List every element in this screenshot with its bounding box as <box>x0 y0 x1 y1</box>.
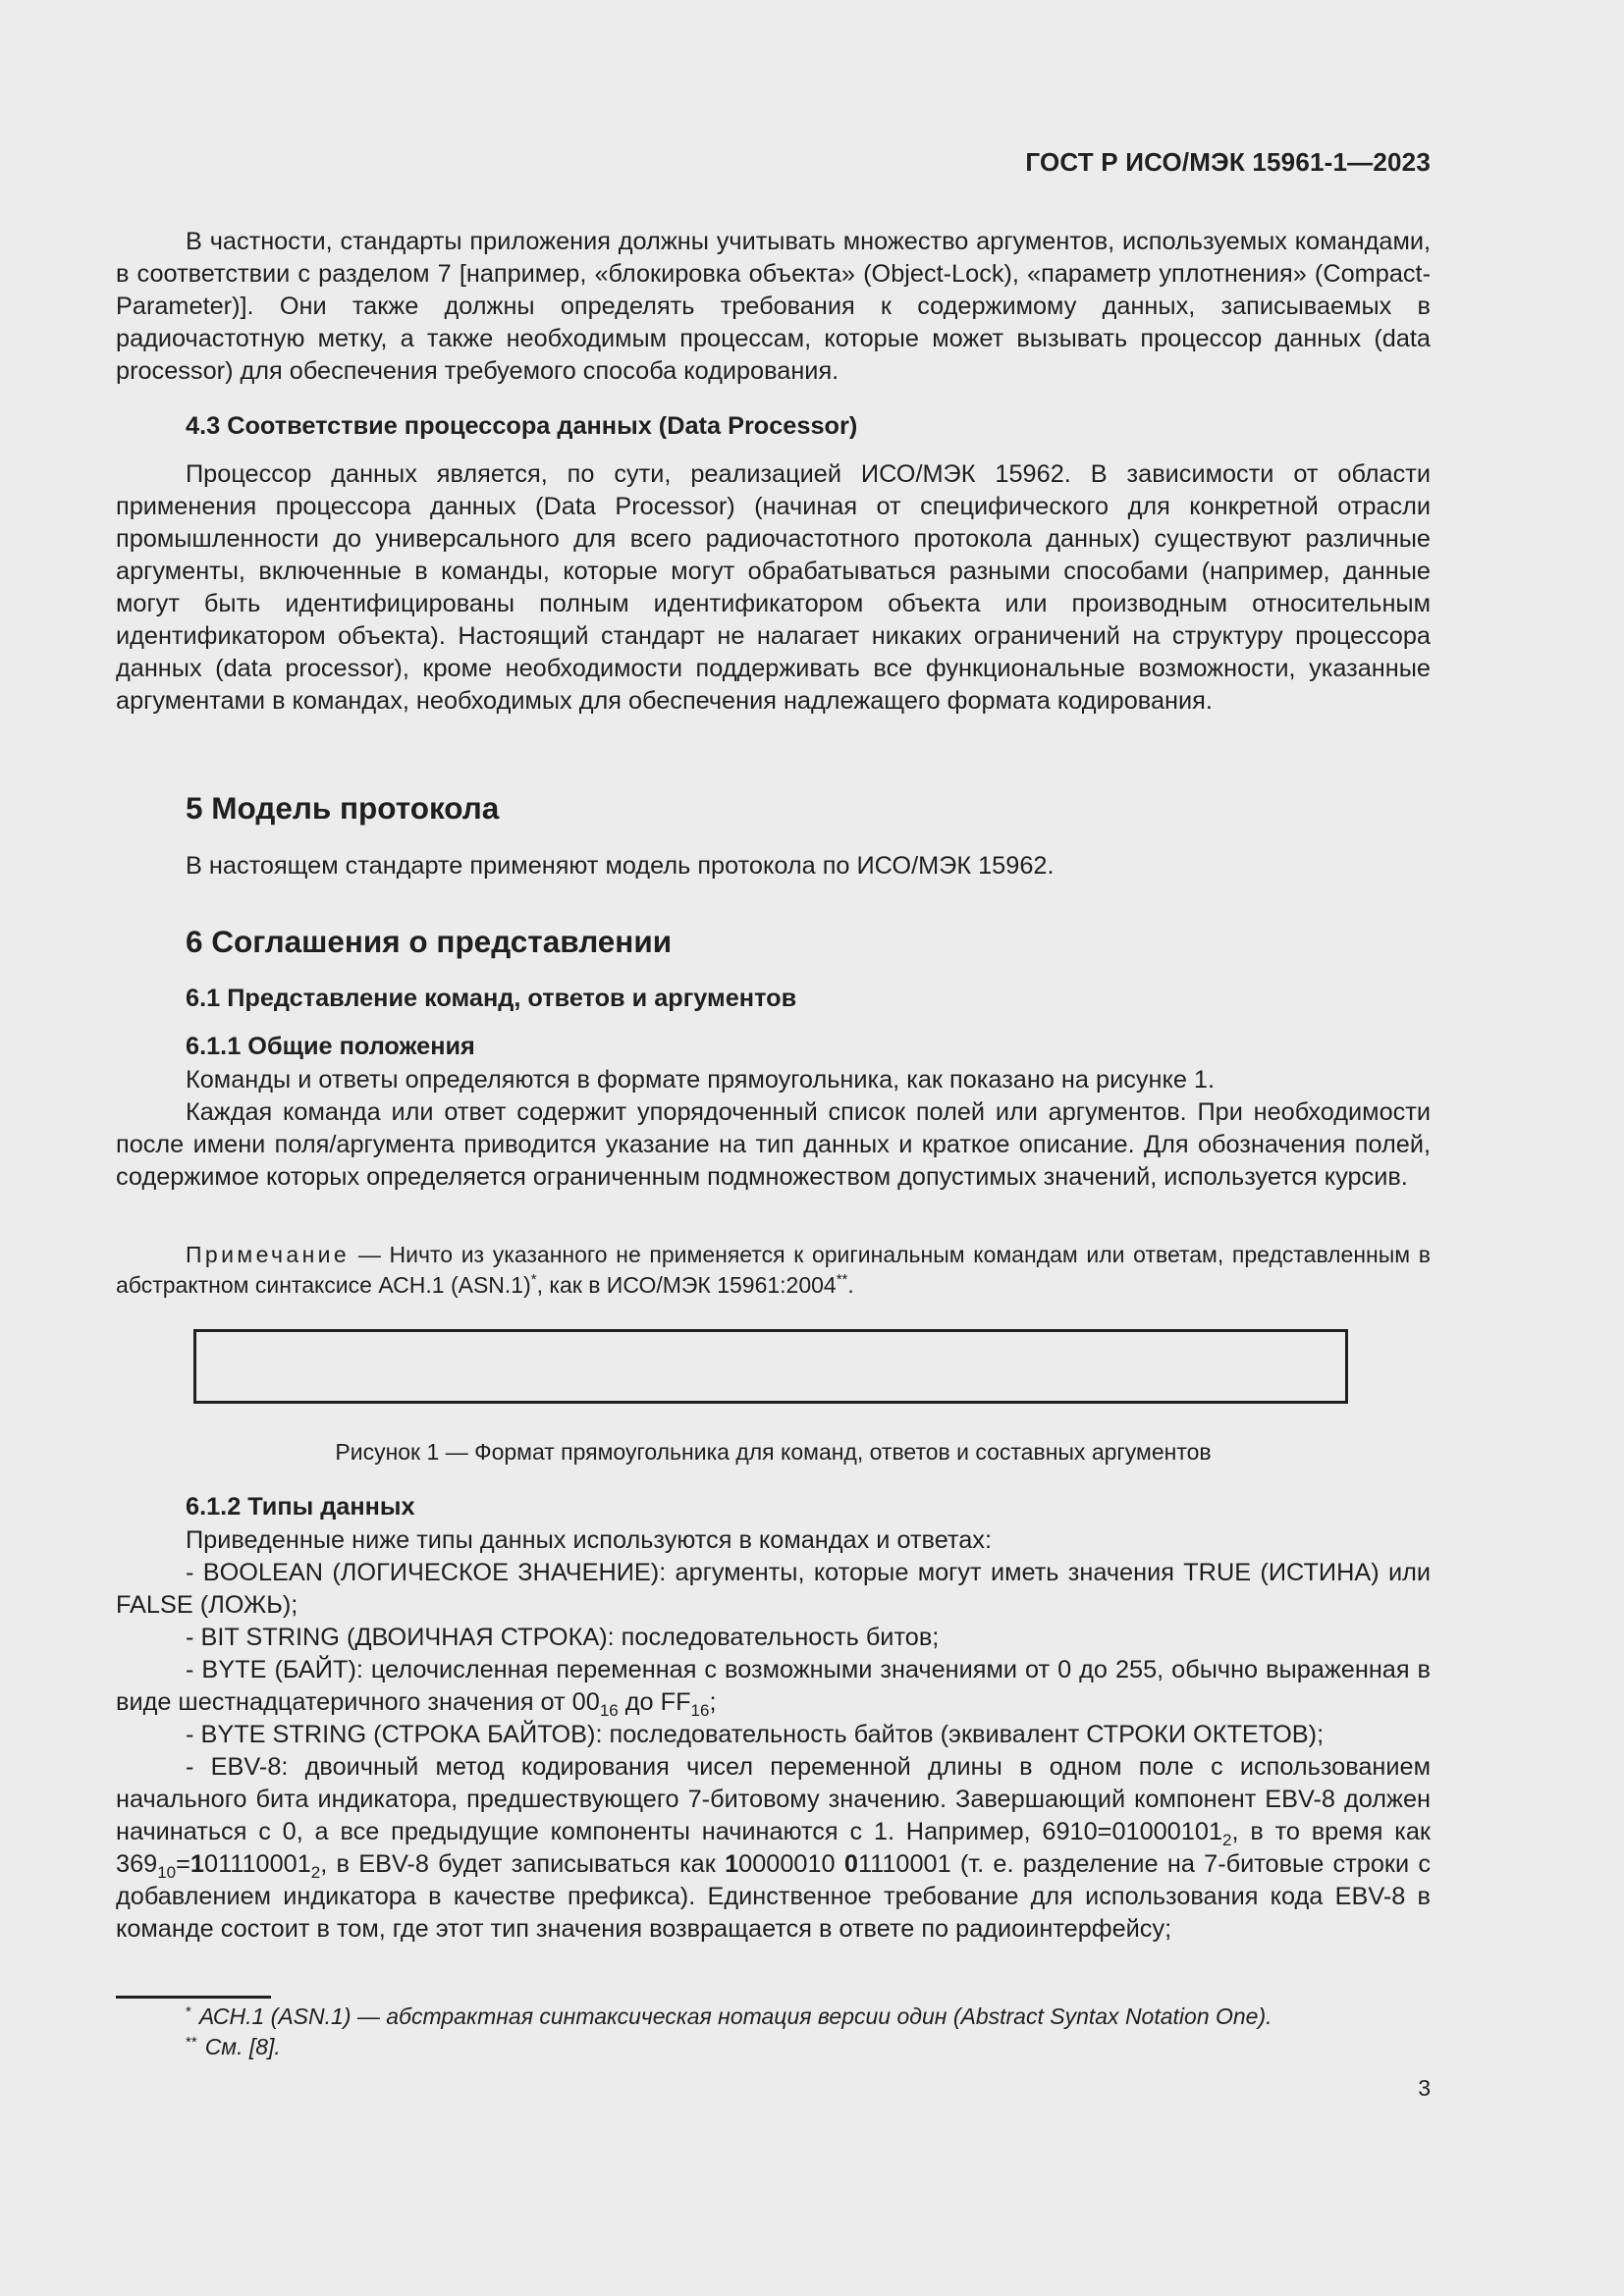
data-types-intro: Приведенные ниже типы данных используются в командах и ответах: <box>186 1526 992 1554</box>
section-4-3-text: Процессор данных является, по сути, реализацией ИСО/МЭК 15962. В зависимости от области применения процессора данных (Data Processor) (начиная от специфического для конкретной отрасли промышленности до универсального для всего радиочастотного протокола данных) существуют различные аргументы, включенные в команды, которые могут обрабатываться разными способами (например, данные могут быть идентифицированы полным идентификатором объекта или производным относительным идентификатором объекта). Настоящий стандарт не налагает никаких ограничений на структуру процессора данных (data processor), кроме необходимости поддерживать все функциональные возможности, указанные аргументами в командах, необходимых для обеспечения надлежащего формата кодирования. <box>116 460 1431 715</box>
page-number: 3 <box>1418 2075 1431 2101</box>
document-code-header: ГОСТ Р ИСО/МЭК 15961-1—2023 <box>1025 147 1431 177</box>
section-4-3-title: 4.3 Соответствие процессора данных (Data Processor) <box>186 412 858 440</box>
section-6-1-1-title: 6.1.1 Общие положения <box>186 1033 475 1060</box>
data-type-bit-string: - BIT STRING (ДВОИЧНАЯ СТРОКА): последовательность битов; <box>186 1624 940 1651</box>
footnote-2: ** См. [8]. <box>186 2034 281 2059</box>
section-6-1-1-para-1: Команды и ответы определяются в формате прямоугольника, как показано на рисунке 1. <box>186 1066 1216 1094</box>
data-type-boolean: - BOOLEAN (ЛОГИЧЕСКОЕ ЗНАЧЕНИЕ): аргументы, которые могут иметь значения TRUE (ИСТИНА) или FALSE (ЛОЖЬ); <box>116 1559 1431 1619</box>
intro-paragraph: В частности, стандарты приложения должны учитывать множество аргументов, используемых командами, в соответствии с разделом 7 [например, «блокировка объекта» (Object-Lock), «параметр уплотнения» (Compact-Parameter)]. Они также должны определять требования к содержимому данных, записываемых в радиочастотную метку, а также необходимым процессам, которые может вызывать процессор данных (data processor) для обеспечения требуемого способа кодирования. <box>116 228 1431 385</box>
data-type-byte-string: - BYTE STRING (СТРОКА БАЙТОВ): последовательность байтов (эквивалент СТРОКИ ОКТЕТОВ); <box>186 1721 1325 1748</box>
section-6-1-2-title: 6.1.2 Типы данных <box>186 1493 415 1521</box>
section-6-title: 6 Соглашения о представлении <box>186 924 673 959</box>
note-label: Примечание <box>186 1242 351 1267</box>
figure-1-caption: Рисунок 1 — Формат прямоугольника для команд, ответов и составных аргументов <box>335 1439 1212 1465</box>
figure-1-rectangle <box>193 1329 1348 1404</box>
data-type-ebv-8: - EBV-8: двоичный метод кодирования чисел переменной длины в одном поле с использованием начального бита индикатора, предшествующего 7-битовому значению. Завершающий компонент EBV-8 должен начинаться с 0, а все предыдущие компоненты начинаются с 1. Например, $6910=01000101_2$, в то время как $369_{10}=101110001_2$, в EBV-8 будет записываться как 10000010 01110001 (т. е. разделение на 7-битовые строки с добавлением индикатора в качестве префикса). Единственное требование для использования кода EBV-8 в команде состоит в том, где этот тип значения возвращается в ответе по радиоинтерфейсу; <box>116 1753 1431 1943</box>
section-5-title: 5 Модель протокола <box>186 790 500 826</box>
footnote-separator <box>116 1996 271 1999</box>
section-6-1-1-para-2: Каждая команда или ответ содержит упорядоченный список полей или аргументов. При необходимости после имени поля/аргумента приводится указание на тип данных и краткое описание. Для обозначения полей, содержимое которых определяется ограниченным подмножеством допустимых значений, используется курсив. <box>116 1098 1431 1191</box>
section-5-text: В настоящем стандарте применяют модель протокола по ИСО/МЭК 15962. <box>186 852 1055 880</box>
note-paragraph: Примечание — Ничто из указанного не применяется к оригинальным командам или ответам, представленным в абстрактном синтаксисе АСН.1 (ASN.1)*, как в ИСО/МЭК 15961:2004**. <box>116 1242 1431 1298</box>
data-type-byte: - BYTE (БАЙТ): целочисленная переменная с возможными значениями от 0 до 255, обычно выраженная в виде шестнадцатеричного значения от $00_{16}$ до $FF_{16}$; <box>116 1656 1431 1720</box>
section-6-1-title: 6.1 Представление команд, ответов и аргументов <box>186 985 797 1012</box>
footnote-1: * АСН.1 (ASN.1) — абстрактная синтаксическая нотация версии один (Abstract Syntax Notation One). <box>186 2003 1272 2029</box>
